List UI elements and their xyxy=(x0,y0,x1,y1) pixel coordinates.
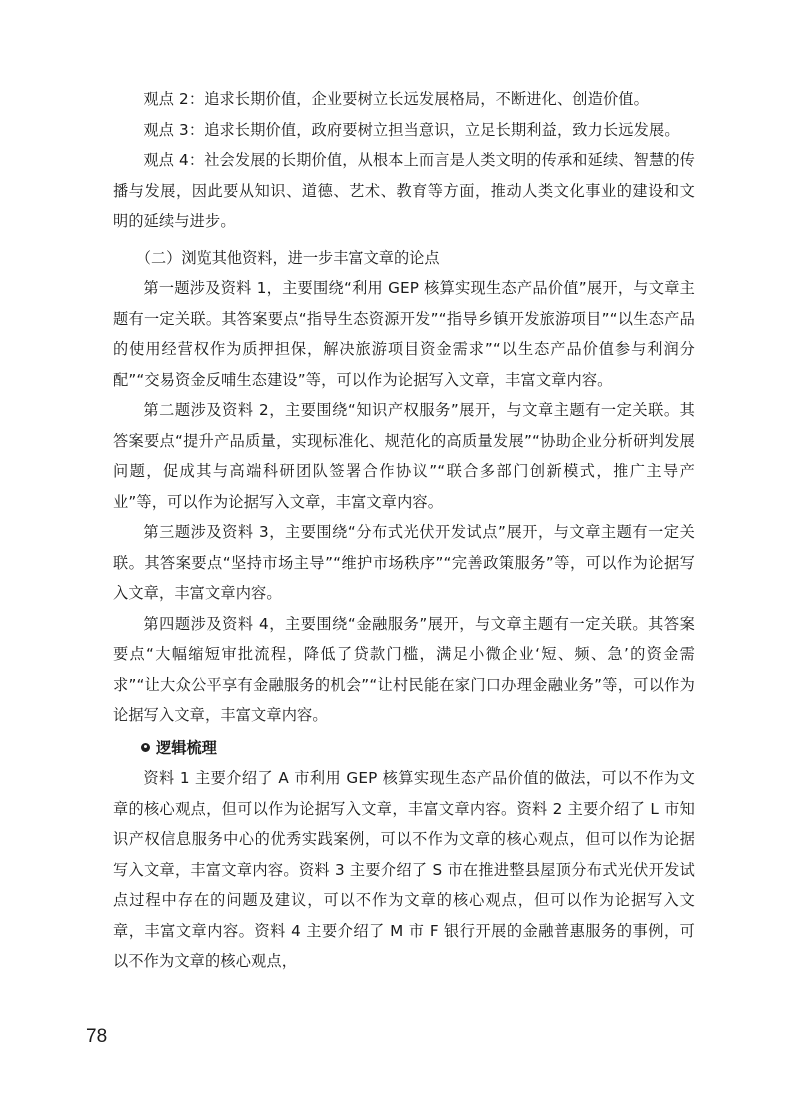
logic-section-heading xyxy=(113,733,695,764)
bullet-icon xyxy=(141,743,150,752)
viewpoint-2-paragraph: 观点 2：追求长期价值，企业要树立长远发展格局，不断进化、创造价值。 xyxy=(143,90,649,108)
question-3-paragraph: 第三题涉及资料 3，主要围绕“分布式光伏开发试点”展开，与文章主题有一定关联。其答案要点“坚持市场主导”“维护市场秩序”“完善政策服务”等，可以作为论据写入文章，丰富文章内容。 xyxy=(113,523,695,602)
subheading-browse-materials: （二）浏览其他资料，进一步丰富文章的论点 xyxy=(135,248,440,267)
question-1-paragraph: 第一题涉及资料 1，主要围绕“利用 GEP 核算实现生态产品价值”展开，与文章主题有一定关联。其答案要点“指导生态资源开发”“指导乡镇开发旅游项目”“以生态产品的使用经营权作为质押担保，解决旅游项目资金需求”“以生态产品价值参与利润分配”“交易资金反哺生态建设”等，可以作为论据写入文章，丰富文章内容。 xyxy=(113,279,695,389)
question-2-paragraph: 第二题涉及资料 2，主要围绕“知识产权服务”展开，与文章主题有一定关联。其答案要点“提升产品质量，实现标准化、规范化的高质量发展”“协助企业分析研判发展问题，促成其与高端科研团队签署合作协议”“联合多部门创新模式，推广主导产业”等，可以作为论据写入文章，丰富文章内容。 xyxy=(113,401,695,511)
viewpoint-3-paragraph: 观点 3：追求长期价值，政府要树立担当意识，立足长期利益，致力长远发展。 xyxy=(143,120,680,139)
logic-summary-paragraph: 资料 1 主要介绍了 A 市利用 GEP 核算实现生态产品价值的做法，可以不作为文章的核心观点，但可以作为论据写入文章，丰富文章内容。资料 2 主要介绍了 L 市知识产权信息服务中心的优秀实践案例，可以不作为文章的核心观点，但可以作为论据写入文章，丰富文章内容。资料 3 主要介绍了 S 市在推进整县屋顶分布式光伏开发试点过程中存在的问题及建议，可以不作为文章的核心观点，但可以作为论据写入文章，丰富文章内容。资料 4 主要介绍了 M 市 F 银行开展的金融普惠服务的事例，可以不作为文章的核心观点， xyxy=(113,769,695,970)
logic-section-title: 逻辑梳理 xyxy=(156,738,217,757)
page-content xyxy=(113,84,695,977)
question-4-paragraph: 第四题涉及资料 4，主要围绕“金融服务”展开，与文章主题有一定关联。其答案要点“大幅缩短审批流程，降低了贷款门槛，满足小微企业‘短、频、急’的资金需求”“让大众公平享有金融服务的机会”“让村民能在家门口办理金融业务”等，可以作为论据写入文章，丰富文章内容。 xyxy=(113,614,695,724)
viewpoint-4-paragraph: 观点 4：社会发展的长期价值，从根本上而言是人类文明的传承和延续、智慧的传播与发展，因此要从知识、道德、艺术、教育等方面，推动人类文化事业的建设和文明的延续与进步。 xyxy=(113,151,695,230)
page-number: 78 xyxy=(86,1026,108,1047)
